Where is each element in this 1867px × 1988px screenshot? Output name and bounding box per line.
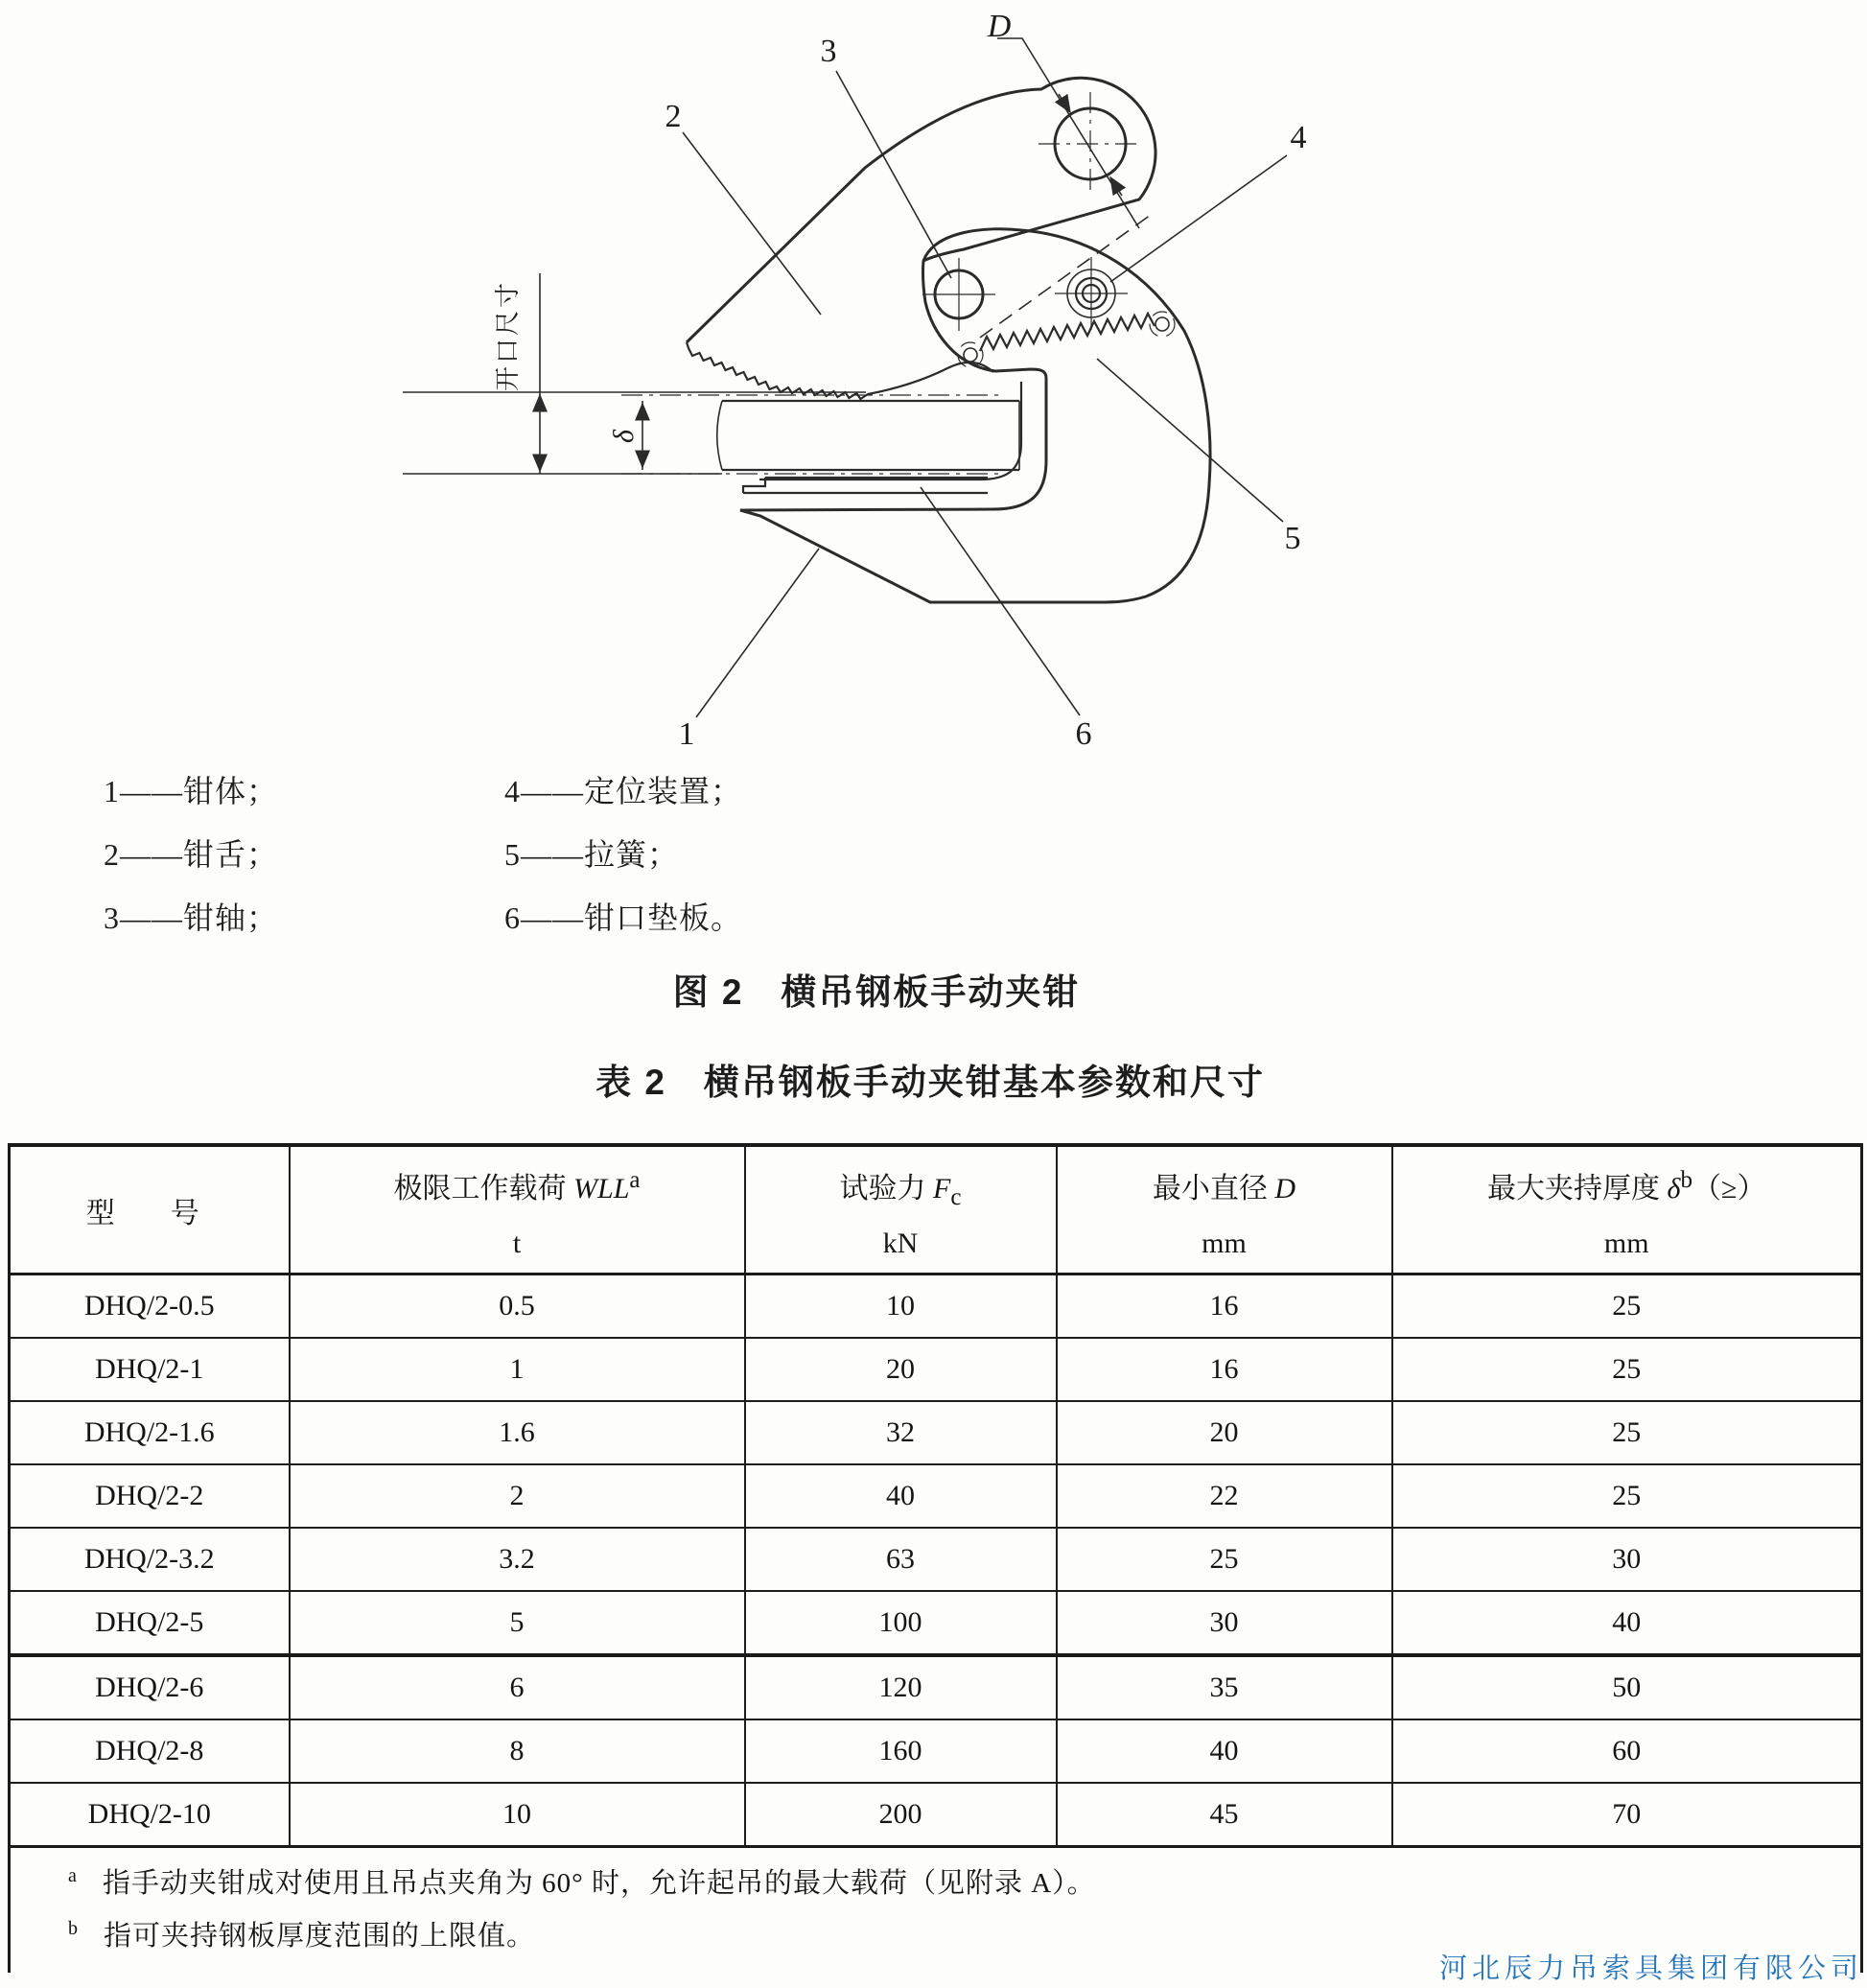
table-cell: 70 bbox=[1392, 1783, 1862, 1847]
table-cell: 32 bbox=[745, 1401, 1057, 1464]
d-label: D bbox=[987, 9, 1012, 44]
table-row bbox=[10, 1528, 1862, 1591]
table-cell: 3.2 bbox=[290, 1528, 745, 1591]
legend-item: 1——钳体； bbox=[104, 774, 279, 808]
spec-table-header bbox=[10, 1145, 1862, 1275]
table-cell: 1.6 bbox=[290, 1401, 745, 1464]
table-cell: DHQ/2-1 bbox=[10, 1338, 290, 1401]
table-cell: 25 bbox=[1392, 1275, 1862, 1339]
table-cell: 10 bbox=[745, 1275, 1057, 1339]
column-header-2: 试验力 $F_c$ kN bbox=[745, 1145, 1057, 1275]
table-cell: 5 bbox=[290, 1591, 745, 1655]
table-cell: 25 bbox=[1057, 1528, 1392, 1591]
steel-plate bbox=[621, 395, 1019, 474]
table-cell: 40 bbox=[1392, 1591, 1862, 1655]
column-header-1: 极限工作载荷 WLL$^a$ t bbox=[290, 1145, 745, 1275]
table-cell: 30 bbox=[1392, 1528, 1862, 1591]
pivot-pin-hole bbox=[922, 258, 995, 331]
table-cell: DHQ/2-8 bbox=[10, 1719, 290, 1783]
table-row bbox=[10, 1719, 1862, 1783]
table-cell: 63 bbox=[745, 1528, 1057, 1591]
table-cell: 60 bbox=[1392, 1719, 1862, 1783]
table-cell: 20 bbox=[1057, 1401, 1392, 1464]
table-row bbox=[10, 1401, 1862, 1464]
table-caption: 表 2 横吊钢板手动夹钳基本参数和尺寸 bbox=[595, 1063, 1265, 1102]
table-cell: 100 bbox=[745, 1591, 1057, 1655]
table-cell: 10 bbox=[290, 1783, 745, 1847]
table-cell: 25 bbox=[1392, 1464, 1862, 1528]
table-footnote-a: $^a$ 指手动夹钳成对使用且吊点夹角为 60° 时，允许起吊的最大载荷（见附录 A）。 bbox=[68, 1865, 1096, 1899]
table-cell: DHQ/2-3.2 bbox=[10, 1528, 290, 1591]
table-cell: 120 bbox=[745, 1655, 1057, 1719]
table-cell: 25 bbox=[1392, 1401, 1862, 1464]
table-row bbox=[10, 1338, 1862, 1401]
opening-dimension-label: 开口尺寸 bbox=[494, 279, 522, 392]
table-cell: 35 bbox=[1057, 1655, 1392, 1719]
table-cell: 2 bbox=[290, 1464, 745, 1528]
column-header-3: 最小直径 D mm bbox=[1057, 1145, 1392, 1275]
part-label-3: 3 bbox=[820, 34, 837, 69]
table-cell: DHQ/2-0.5 bbox=[10, 1275, 290, 1339]
table-row bbox=[10, 1464, 1862, 1528]
table-cell: 16 bbox=[1057, 1338, 1392, 1401]
watermark-text: 河北辰力吊索具集团有限公司 bbox=[1438, 1953, 1863, 1984]
table-row bbox=[10, 1655, 1862, 1719]
lifting-eye-hole bbox=[1039, 92, 1142, 196]
spec-table bbox=[8, 1143, 1863, 1973]
figure-caption: 图 2 横吊钢板手动夹钳 bbox=[672, 972, 1081, 1012]
part-label-2: 2 bbox=[665, 99, 682, 134]
table-cell: DHQ/2-6 bbox=[10, 1655, 290, 1719]
legend-item: 5——拉簧； bbox=[504, 837, 680, 872]
table-cell: 40 bbox=[745, 1464, 1057, 1528]
clamp-figure bbox=[364, 0, 1400, 762]
part-label-5: 5 bbox=[1284, 521, 1301, 556]
legend-item: 6——钳口垫板。 bbox=[504, 900, 743, 935]
spec-table-body bbox=[10, 1275, 1862, 1974]
table-cell: 0.5 bbox=[290, 1275, 745, 1339]
delta-label: δ bbox=[608, 430, 640, 443]
table-cell: 200 bbox=[745, 1783, 1057, 1847]
table-footnote-b: $^b$ 指可夹持钢板厚度范围的上限值。 bbox=[68, 1918, 536, 1952]
table-cell: 30 bbox=[1057, 1591, 1392, 1655]
part-label-6: 6 bbox=[1075, 716, 1092, 752]
legend-item: 2——钳舌； bbox=[104, 837, 279, 872]
table-cell: DHQ/2-2 bbox=[10, 1464, 290, 1528]
column-header-0: 型 号 bbox=[10, 1145, 290, 1275]
table-cell: 40 bbox=[1057, 1719, 1392, 1783]
table-cell: 16 bbox=[1057, 1275, 1392, 1339]
tongue-plate bbox=[687, 78, 1155, 399]
thickness-dimension bbox=[608, 401, 642, 470]
clamp-body bbox=[740, 229, 1210, 602]
table-cell: 8 bbox=[290, 1719, 745, 1783]
column-header-4: 最大夹持厚度 $\delta^b(\ge)$ mm bbox=[1392, 1145, 1862, 1275]
table-row bbox=[10, 1275, 1862, 1339]
table-cell: 160 bbox=[745, 1719, 1057, 1783]
table-cell: DHQ/2-10 bbox=[10, 1783, 290, 1847]
clamp-drawing bbox=[364, 0, 1400, 762]
tension-spring bbox=[958, 312, 1175, 367]
table-cell: 50 bbox=[1392, 1655, 1862, 1719]
table-cell: 20 bbox=[745, 1338, 1057, 1401]
table-row bbox=[10, 1783, 1862, 1847]
legend-item: 3——钳轴； bbox=[104, 900, 279, 935]
table-cell: 6 bbox=[290, 1655, 745, 1719]
table-cell: DHQ/2-1.6 bbox=[10, 1401, 290, 1464]
table-cell: 22 bbox=[1057, 1464, 1392, 1528]
table-row bbox=[10, 1591, 1862, 1655]
table-cell: 25 bbox=[1392, 1338, 1862, 1401]
part-label-4: 4 bbox=[1290, 120, 1307, 155]
part-label-1: 1 bbox=[678, 716, 695, 752]
table-cell: 1 bbox=[290, 1338, 745, 1401]
positioning-device bbox=[980, 215, 1151, 338]
legend-item: 4——定位装置； bbox=[504, 774, 743, 808]
table-cell: 45 bbox=[1057, 1783, 1392, 1847]
table-cell: DHQ/2-5 bbox=[10, 1591, 290, 1655]
